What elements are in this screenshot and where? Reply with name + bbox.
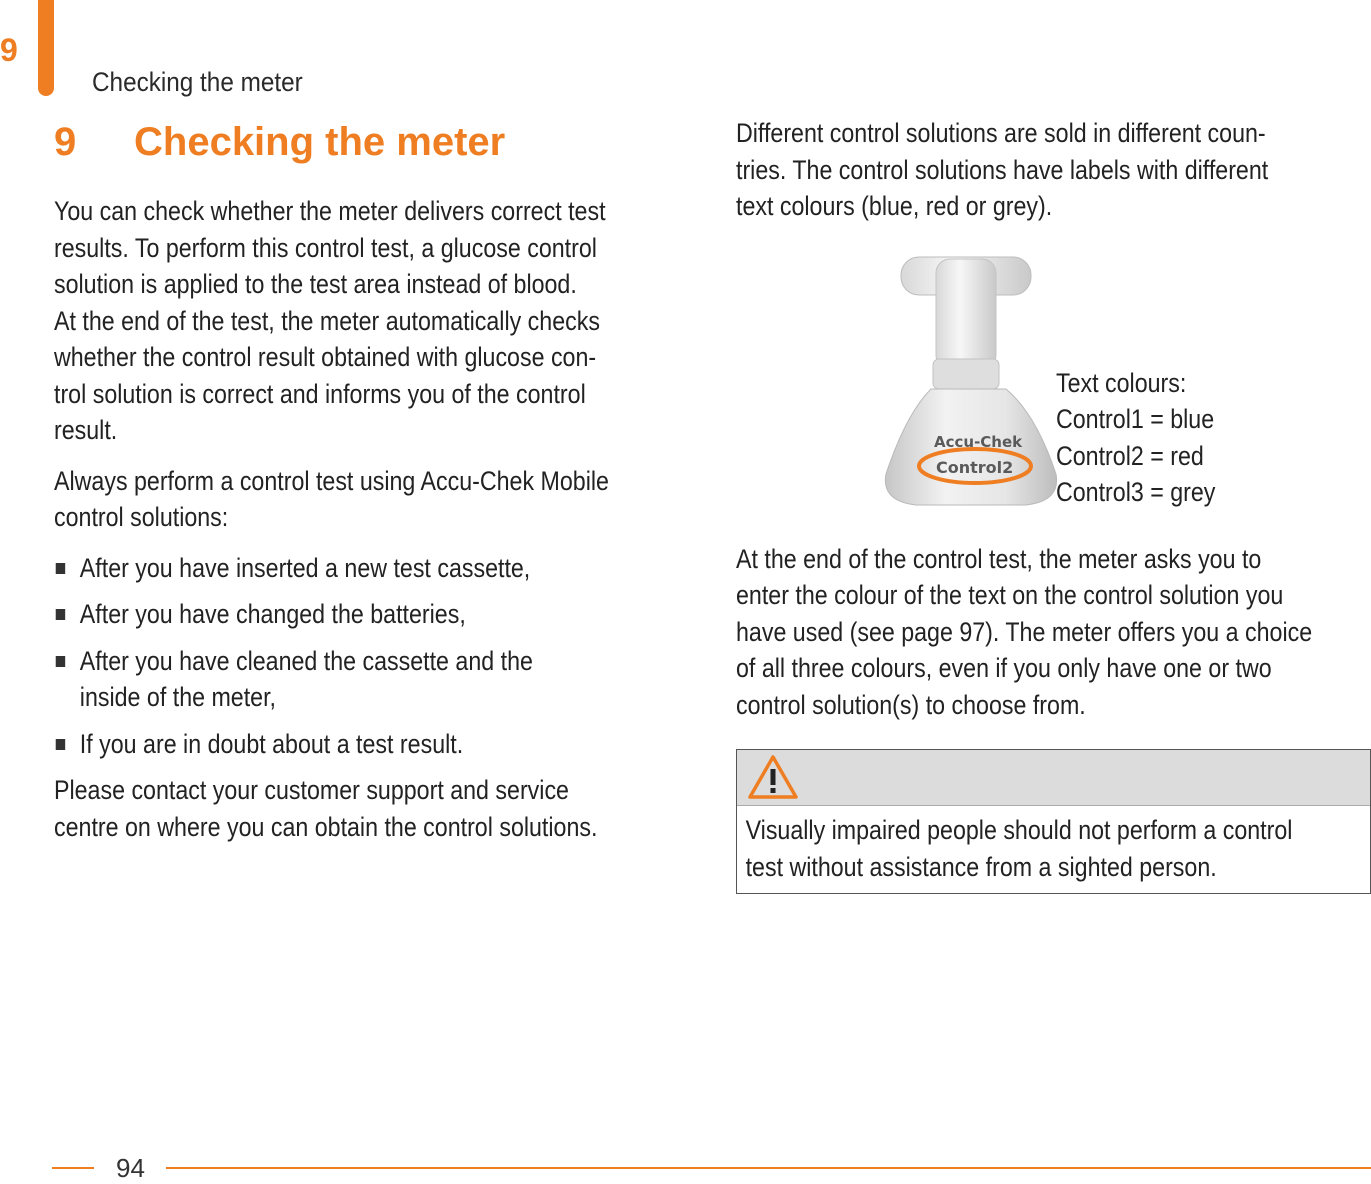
text-line: control solutions: bbox=[54, 502, 229, 532]
text-line: enter the colour of the text on the control solution you bbox=[736, 580, 1284, 610]
list-item: After you have inserted a new test cassette, bbox=[54, 550, 692, 587]
colour-choice-paragraph bbox=[736, 541, 1369, 724]
text-line: You can check whether the meter delivers correct test bbox=[54, 196, 606, 226]
right-column bbox=[736, 115, 1371, 894]
text-line: At the end of the test, the meter automatically checks bbox=[54, 305, 600, 336]
page-number: 94 bbox=[116, 1153, 145, 1183]
bullet-square-icon bbox=[56, 609, 65, 620]
warning-triangle-icon bbox=[747, 754, 799, 800]
control-solution-figure bbox=[736, 239, 1371, 529]
legend-item: Control2 = red bbox=[1056, 440, 1204, 471]
text-colours-legend bbox=[1056, 365, 1215, 511]
text-line: test without assistance from a sighted person. bbox=[745, 851, 1217, 882]
bottle-label-product: Control2 bbox=[936, 457, 1014, 477]
bullet-list bbox=[54, 550, 692, 763]
legend-title: Text colours: bbox=[1056, 367, 1187, 398]
text-line: Visually impaired people should not perform a control bbox=[745, 815, 1293, 845]
text-line: At the end of the control test, the meter asks you to bbox=[736, 543, 1262, 574]
list-item: If you are in doubt about a test result. bbox=[54, 726, 692, 763]
contact-paragraph bbox=[54, 772, 692, 845]
warning-header bbox=[737, 750, 1370, 806]
text-line: text colours (blue, red or grey). bbox=[736, 191, 1053, 221]
bullet-square-icon bbox=[56, 563, 65, 574]
section-title: Checking the meter bbox=[134, 120, 506, 164]
section-heading bbox=[54, 115, 694, 169]
text-line: of all three colours, even if you only have one or two bbox=[736, 653, 1272, 683]
chapter-tab-bar bbox=[38, 0, 54, 96]
text-line: trol solution is correct and informs you of the control bbox=[54, 378, 586, 409]
text-line: results. To perform this control test, a glucose control bbox=[54, 232, 597, 263]
text-line: have used (see page 97). The meter offers you a choice bbox=[736, 616, 1313, 647]
list-item: After you have cleaned the cassette and the inside of the meter, bbox=[54, 643, 561, 716]
text-line: tries. The control solutions have labels with different bbox=[736, 154, 1269, 185]
text-line: result. bbox=[54, 415, 118, 445]
text-line: Always perform a control test using Accu-Chek Mobile bbox=[54, 465, 609, 496]
warning-box bbox=[736, 749, 1371, 894]
text-line: whether the control result obtained with glucose con- bbox=[54, 342, 597, 372]
legend-item: Control1 = blue bbox=[1056, 404, 1215, 434]
intro-paragraph bbox=[54, 193, 692, 449]
bottle-label-brand: Accu-Chek bbox=[934, 432, 1023, 451]
list-item: After you have changed the batteries, bbox=[54, 596, 692, 633]
text-line: solution is applied to the test area instead of blood. bbox=[54, 269, 577, 299]
solutions-paragraph bbox=[736, 115, 1369, 225]
bullet-square-icon bbox=[56, 739, 65, 750]
text-line: Please contact your customer support and service bbox=[54, 775, 569, 805]
warning-text bbox=[737, 806, 1364, 893]
text-line: Different control solutions are sold in different coun- bbox=[736, 118, 1266, 148]
left-column bbox=[54, 115, 694, 859]
footer-rule-left bbox=[52, 1167, 94, 1169]
bullet-square-icon bbox=[56, 656, 65, 667]
text-line: control solution(s) to choose from. bbox=[736, 689, 1086, 720]
footer-rule-right bbox=[166, 1167, 1371, 1169]
section-number: 9 bbox=[54, 120, 77, 164]
legend-item: Control3 = grey bbox=[1056, 477, 1216, 507]
running-title: Checking the meter bbox=[92, 67, 303, 97]
chapter-number: 9 bbox=[0, 32, 18, 68]
text-line: centre on where you can obtain the control solutions. bbox=[54, 811, 598, 842]
control-test-paragraph bbox=[54, 463, 692, 536]
